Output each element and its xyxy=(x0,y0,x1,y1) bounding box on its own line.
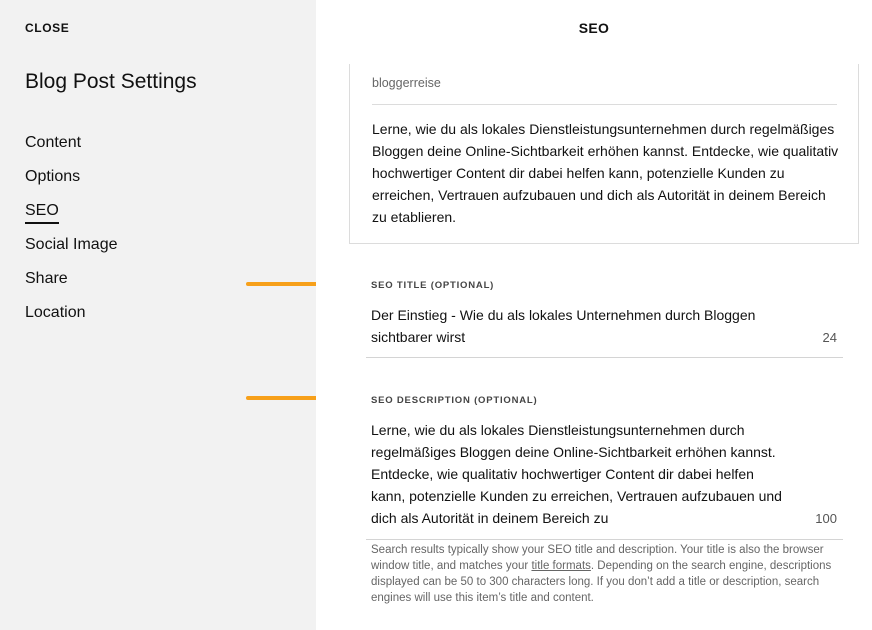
nav-item-content[interactable] xyxy=(25,133,118,167)
seo-title-input[interactable]: Der Einstieg - Wie du als lokales Unternehmen durch Bloggen sichtbarer wirst xyxy=(371,307,756,345)
settings-sidebar xyxy=(0,0,316,630)
seo-description-char-count: 100 xyxy=(815,511,837,526)
nav-item-label: SEO xyxy=(25,201,59,224)
seo-title-underline xyxy=(366,357,843,358)
title-formats-link[interactable]: title formats xyxy=(531,560,591,572)
seo-title-char-count: 24 xyxy=(822,330,837,345)
nav-item-social-image[interactable] xyxy=(25,235,118,269)
nav-item-label: Social Image xyxy=(25,236,118,253)
preview-url-slug: bloggerreise xyxy=(372,76,441,90)
help-text-rest: . Depending on the search engine, descriptions displayed can be 50 to 300 characters long. If you don’t add a title or description, search engines will use this item’s title and content. xyxy=(371,560,832,604)
sidebar-title: Blog Post Settings xyxy=(25,70,197,93)
nav-item-share[interactable] xyxy=(25,269,118,303)
seo-title-label: SEO TITLE (OPTIONAL) xyxy=(371,280,495,291)
nav-item-seo[interactable] xyxy=(25,201,118,235)
help-text-intro: Search results typically show your SEO title and description. Your title is also the browser window title, and matches your xyxy=(371,544,824,572)
seo-description-input[interactable]: Lerne, wie du als lokales Dienstleistungsunternehmen durch regelmäßiges Bloggen deine Online-Sichtbarkeit erhöhen kannst. Entdecke, wie qualitativ hochwertiger Content dir dabei helfen kann, potenzielle Kunden zu erreichen, Vertrauen aufzubauen und dich als Autorität in deinem Bereich zu xyxy=(371,422,782,526)
seo-description-underline xyxy=(366,539,843,540)
seo-description-label: SEO DESCRIPTION (OPTIONAL) xyxy=(371,395,538,406)
nav-item-label: Location xyxy=(25,304,86,321)
nav-item-location[interactable] xyxy=(25,303,118,337)
nav-item-label: Share xyxy=(25,270,68,287)
search-preview-card xyxy=(349,48,859,244)
panel-title: SEO xyxy=(578,20,610,36)
nav-item-label: Options xyxy=(25,168,81,185)
seo-panel xyxy=(316,0,872,630)
seo-help-text xyxy=(371,542,846,606)
preview-description: Lerne, wie du als lokales Dienstleistungsunternehmen durch regelmäßiges Bloggen deine Online-Sichtbarkeit erhöhen kannst. Entdecke, wie qualitativ hochwertiger Content dir dabei helfen kann, potenzielle Kunden zu erreichen, Vertrauen aufzubauen und dich als Autorität in deinem Bereich zu etablieren. xyxy=(372,121,839,225)
preview-divider xyxy=(372,104,837,105)
close-button[interactable]: CLOSE xyxy=(25,21,70,35)
settings-nav xyxy=(25,133,118,337)
nav-item-options[interactable] xyxy=(25,167,118,201)
nav-item-label: Content xyxy=(25,134,82,151)
